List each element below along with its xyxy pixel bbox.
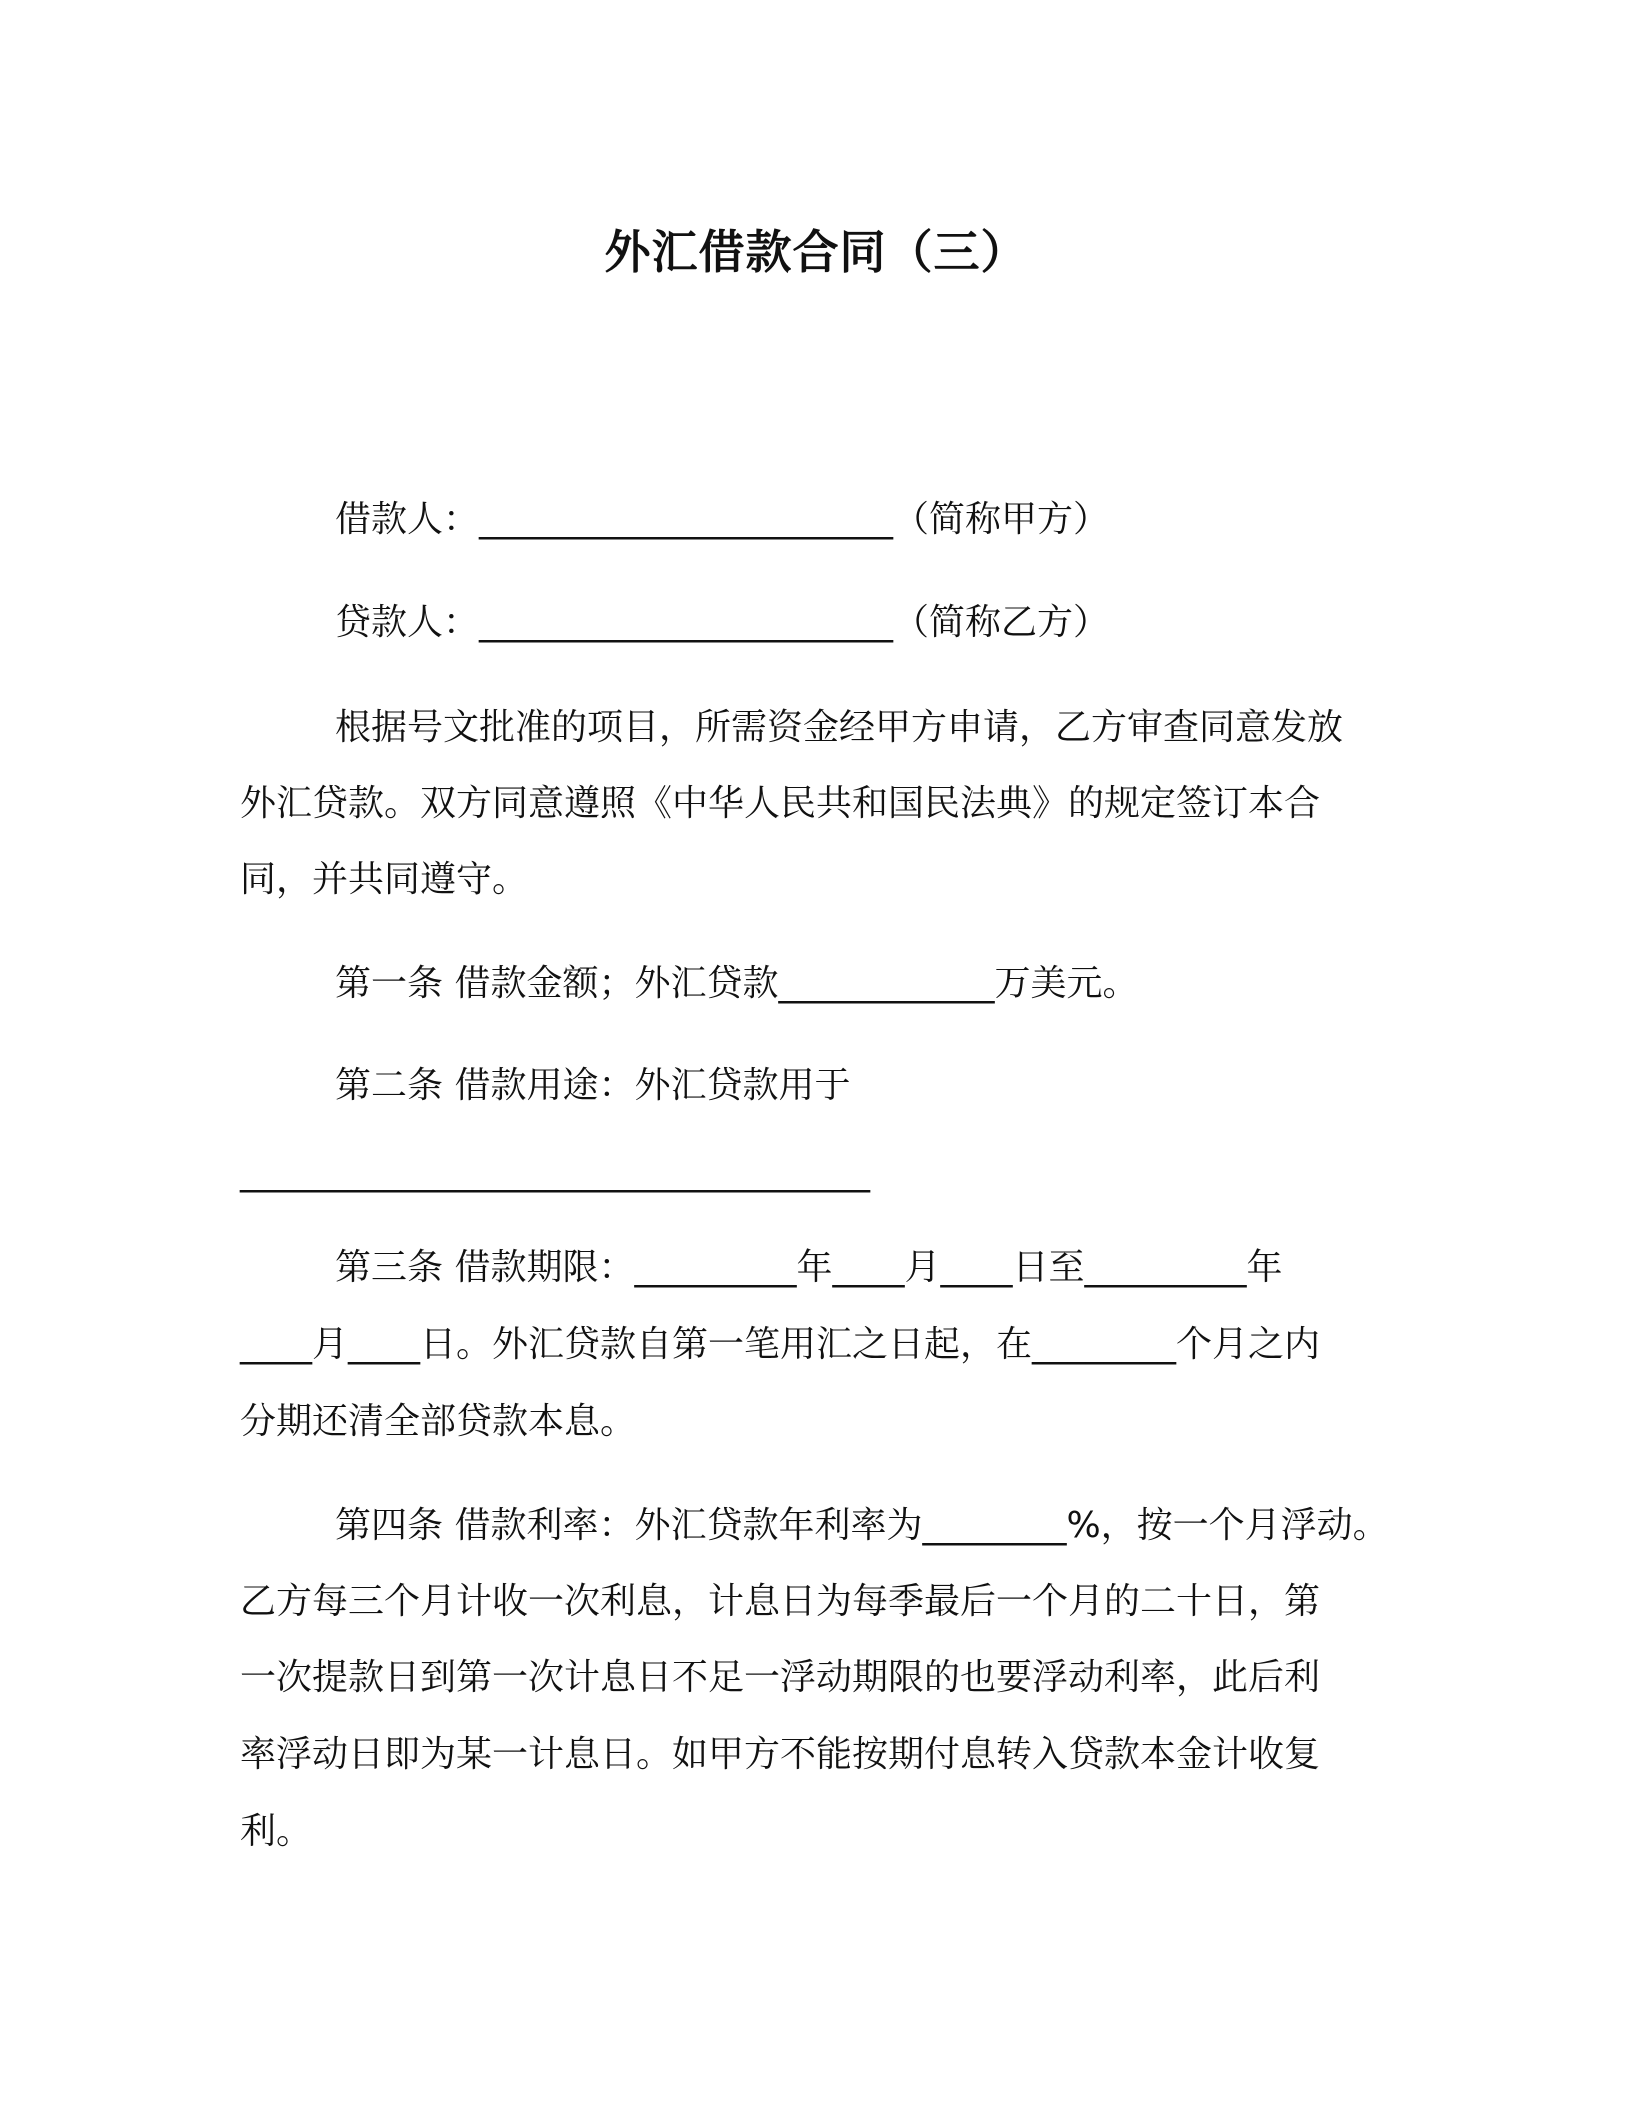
- preamble-line-1: 根据号文批准的项目，所需资金经甲方申请，乙方审查同意发放: [335, 707, 1344, 748]
- preamble-line-2: 外汇贷款。双方同意遵照《中华人民共和国民法典》的规定签订本合: [240, 783, 1321, 824]
- article-3-line-3: 分期还清全部贷款本息。: [240, 1401, 637, 1442]
- article-4-line-5: 利。: [240, 1811, 313, 1852]
- article-4-line-2: 乙方每三个月计收一次利息，计息日为每季最后一个月的二十日，第: [240, 1581, 1321, 1622]
- article-3-line-2: ____月____日。外汇贷款自第一笔用汇之日起，在________个月之内: [240, 1324, 1321, 1365]
- page-title: 外汇借款合同（三）: [604, 225, 1028, 279]
- article-4-line-1: 第四条 借款利率：外汇贷款年利率为________%，按一个月浮动。: [335, 1505, 1389, 1546]
- article-4-line-3: 一次提款日到第一次计息日不足一浮动期限的也要浮动利率，此后利: [240, 1657, 1321, 1698]
- article-4-line-4: 率浮动日即为某一计息日。如甲方不能按期付息转入贷款本金计收复: [240, 1734, 1321, 1775]
- lender-line: 贷款人：_______________________（简称乙方）: [335, 602, 1110, 643]
- article-3-line-1: 第三条 借款期限：_________年____月____日至_________年: [335, 1247, 1283, 1288]
- preamble-line-3: 同，并共同遵守。: [240, 859, 529, 900]
- article-1-line: 第一条 借款金额；外汇贷款____________万美元。: [335, 963, 1139, 1004]
- article-2-blank-line: ___________________________________: [240, 1152, 870, 1193]
- article-2-line: 第二条 借款用途：外汇贷款用于: [335, 1065, 851, 1106]
- borrower-line: 借款人：_______________________（简称甲方）: [335, 499, 1110, 540]
